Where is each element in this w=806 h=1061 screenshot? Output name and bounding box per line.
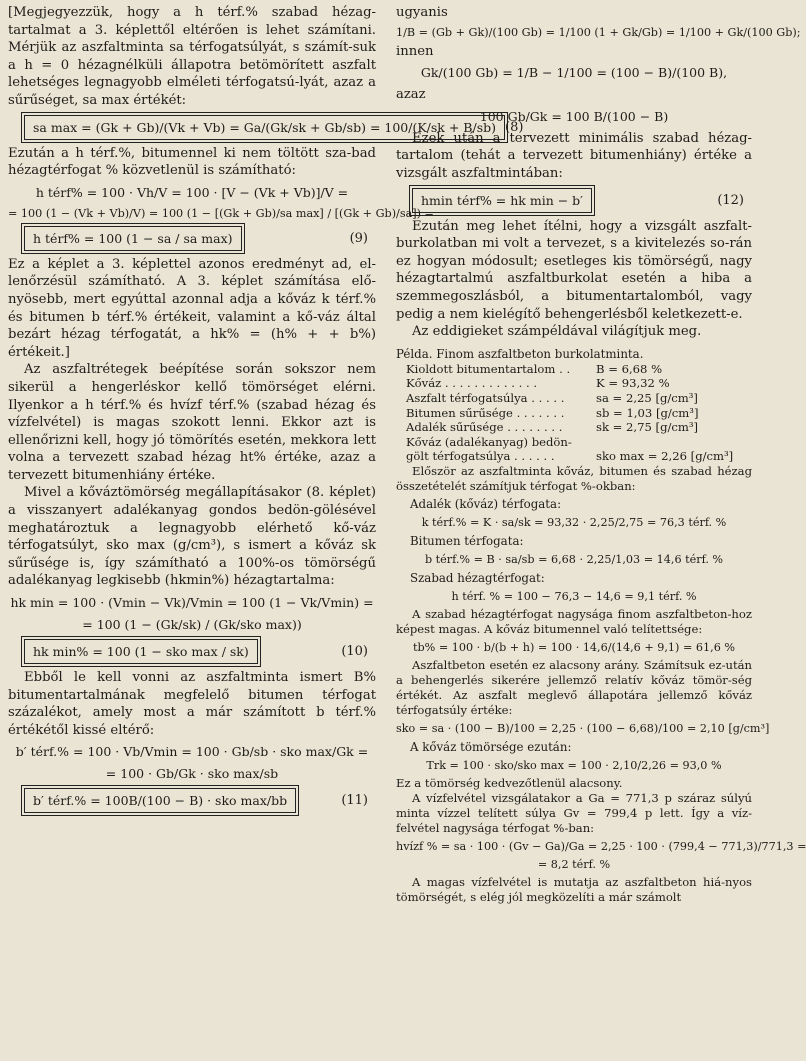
paragraph: Az eddigieket számpéldával világítjuk meg.	[412, 324, 702, 340]
data-row	[406, 406, 752, 421]
data-row	[406, 449, 752, 464]
paragraph: Ez a képlet a 3. képlettel azonos eredményt ad, el-lenőrzésül számítható. A 3. képlet számítása elő-nyösebb, mert egyúttal azonnal adja a kőváz k térf.% és bitumen b térf.% értékeit, valamint a kő-váz által bezárt hézag térfogatát, a hk% = (h% + + b%) értékeit.]	[8, 256, 376, 360]
data-label: Adalék sűrűsége . . . . . . . .	[406, 420, 563, 435]
equation: 1/B = (Gb + Gk)/(100 Gb) = 1/100 (1 + Gk/Gb) = 1/100 + Gk/(100 Gb);	[396, 25, 801, 39]
paragraph: A szabad hézagtérfogat nagysága finom aszfaltbeton-hoz képest magas. A kőváz bitumennel való telítettsége:	[396, 606, 752, 636]
data-label: Kőváz . . . . . . . . . . . . .	[406, 376, 538, 391]
equation-10: hk min% = 100 (1 − sko max / sk)	[24, 639, 258, 664]
data-row	[406, 420, 752, 435]
paragraph: Ezután meg lehet ítélni, hogy a vizsgált aszfalt-burkolatban mi volt a tervezet, s a kivitelezés so-rán ez hogyan módosult; esetleges kis tömörségű, nagy hézagtartalmú aszfaltburkolat esetén a hiba a szemmegoszlásból, a bitumentartalomból, vagy pedig a nem kielégítő behengerlésből keletkezett-e.	[396, 218, 752, 322]
paragraph: A magas vízfelvétel is mutatja az aszfaltbeton hiá-nyos tömörségét, s elég jól megközelíti a már számolt	[396, 874, 752, 904]
equation-number: (10)	[341, 644, 368, 660]
example-title: Példa. Finom aszfaltbeton burkolatminta.	[396, 346, 644, 361]
data-value: sa = 2,25 [g/cm³]	[596, 390, 698, 405]
equation-10-row	[8, 639, 376, 664]
equation-9-row	[8, 226, 376, 251]
equation-12-row	[396, 188, 752, 213]
equation: b térf.% = B · sa/sb = 6,68 · 2,25/1,03 = 14,6 térf. %	[424, 552, 724, 566]
data-label: Aszfalt térfogatsúlya . . . . .	[406, 390, 565, 405]
equation: tb% = 100 · b/(b + h) = 100 · 14,6/(14,6 + 9,1) = 61,6 %	[413, 640, 735, 654]
example-data-table	[406, 362, 752, 464]
data-value: sk = 2,75 [g/cm³]	[596, 420, 699, 435]
equation-number: (9)	[349, 230, 368, 246]
data-row	[406, 362, 752, 377]
equation-8-row	[8, 115, 524, 140]
equation-11-row	[8, 788, 376, 813]
equation-12: hmin térf% = hk min − b′	[412, 188, 592, 213]
data-row	[406, 435, 752, 450]
paragraph: Mivel a kőváztömörség megállapításakor (8. képlet) a visszanyert adalékanyag gondos bedön-gölésével meghatároztuk a legnagyobb elérhető kő-váz térfogatsúlyt, sko max (g/cm³), s ismert a kőváz sk sűrűsége is, így számítható a 100%-os tömörségű adalékanyag legkisebb (hkmin%) hézagtartalma:	[8, 485, 376, 589]
paragraph: Először az aszfaltminta kőváz, bitumen és szabad hézag összetételét számítjuk térfogat %-okban:	[396, 463, 752, 493]
equation: h térf% = 100 · Vh/V = 100 · [V − (Vk + Vb)]/V =	[35, 184, 349, 200]
paragraph: Ezek után a tervezett minimális szabad hézag-tartalom (tehát a tervezett bitumenhiány) értéke a vizsgált aszfaltmintában:	[396, 130, 752, 181]
equation: = 8,2 térf. %	[537, 857, 611, 871]
equation-9: h térf% = 100 (1 − sa / sa max)	[24, 226, 242, 251]
equation: = 100 (1 − (Gk/sk) / (Gk/sko max))	[82, 617, 302, 633]
equation-8: sa max = (Gk + Gb)/(Vk + Vb) = Ga/(Gk/sk + Gb/sb) = 100/(K/sk + B/sb)	[24, 115, 505, 140]
subheading: Adalék (kőváz) térfogata:	[410, 496, 562, 511]
data-value: K = 93,32 %	[596, 376, 670, 391]
paragraph: A vízfelvétel vizsgálatakor a Ga = 771,3 p száraz súlyú minta vízzel telített súlya Gv = 799,4 p lett. Így a víz-felvétel nagysága térfogat %-ban:	[396, 790, 752, 835]
equation: = 100 · Gb/Gk · sko max/sb	[105, 766, 279, 782]
data-value: sko max = 2,26 [g/cm³]	[596, 449, 734, 464]
equation-number: (8)	[505, 119, 524, 135]
equation: h térf. % = 100 − 76,3 − 14,6 = 9,1 térf. %	[451, 589, 697, 603]
data-value	[596, 435, 746, 450]
paragraph: Ezután a h térf.%, bitumennel ki nem töltött sza-bad hézagtérfogat % közvetlenül is számítható:	[8, 145, 376, 179]
equation: b′ térf.% = 100 · Vb/Vmin = 100 · Gb/sb · sko max/Gk =	[15, 744, 369, 760]
equation: hvízf % = sa · 100 · (Gv − Ga)/Ga = 2,25 · 100 · (799,4 − 771,3)/771,3 =	[396, 839, 806, 853]
data-value: sb = 1,03 [g/cm³]	[596, 405, 699, 420]
data-label: Kioldott bitumentartalom . .	[406, 361, 571, 376]
data-label: gölt térfogatsúlya . . . . . .	[406, 449, 555, 464]
equation: hk min = 100 · (Vmin − Vk)/Vmin = 100 (1 − Vk/Vmin) =	[10, 595, 374, 611]
paragraph: Ebből le kell vonni az aszfaltminta ismert B% bitumentartalmának megfelelő bitumen térfogat százalékot, amely most a már számított b térf.% értékétől kissé eltérő:	[8, 670, 376, 738]
paragraph: Az aszfaltrétegek beépítése során sokszor nem sikerül a hengerléskor kellő tömörséget elérni. Ilyenkor a h térf.% és hvízf térf.% (szabad hézag és vízfelvétel) is magas szokott lenni. Ekkor azt is ellenőrizni kell, hogy jó tömörítés esetén, mekkora lett volna a tervezett szabad hézag ht% értéke, azaz a tervezett bitumenhiány értéke.	[8, 362, 376, 483]
subheading: Bitumen térfogata:	[410, 533, 524, 548]
paragraph: Aszfaltbeton esetén ez alacsony arány. Számítsuk ez-után a behengerlés sikerére jellemző relatív kőváz tömör-ség értékét. Az aszfalt meglevő állapotára jellemző kőváz térfogatsúly értéke:	[396, 657, 752, 717]
paragraph: Ez a tömörség kedvezőtlenül alacsony.	[396, 775, 623, 790]
paragraph: [Megjegyezzük, hogy a h térf.% szabad hézag-tartalmat a 3. képlettől eltérően is lehet számítani. Mérjük az aszfaltminta sa térfogatsúlyát, s számít-suk a h = 0 hézagnélküli állapotra betömörített aszfalt lehetséges legnagyobb elméleti térfogatsú-lyát, azaz a sűrűséget, sa max értékét:	[8, 5, 376, 108]
equation: Trk = 100 · sko/sko max = 100 · 2,10/2,26 = 93,0 %	[426, 758, 722, 772]
equation-number: (12)	[717, 192, 744, 208]
data-row	[406, 391, 752, 406]
subheading: A kőváz tömörsége ezután:	[410, 739, 572, 754]
paragraph: ugyanis	[396, 5, 448, 20]
data-label: Bitumen sűrűsége . . . . . . .	[406, 405, 565, 420]
equation: Gk/(100 Gb) = 1/B − 1/100 = (100 − B)/(100 B),	[420, 65, 728, 81]
data-label: Kőváz (adalékanyag) bedön-	[406, 434, 572, 449]
equation-11: b′ térf.% = 100B/(100 − B) · sko max/bb	[24, 788, 296, 813]
equation: sko = sa · (100 − B)/100 = 2,25 · (100 − 6,68)/100 = 2,10 [g/cm³]	[396, 721, 770, 735]
equation: k térf.% = K · sa/sk = 93,32 · 2,25/2,75 = 76,3 térf. %	[421, 515, 727, 529]
subheading: Szabad hézagtérfogat:	[410, 570, 545, 585]
paragraph: innen	[396, 43, 434, 59]
data-row	[406, 376, 752, 391]
data-value: B = 6,68 %	[596, 361, 663, 376]
equation: = 100 (1 − (Vk + Vb)/V) = 100 (1 − [(Gk + Gb)/sa max] / [(Gk + Gb)/sa]) =	[8, 206, 434, 220]
right-column	[396, 4, 806, 905]
paragraph: azaz	[396, 87, 426, 103]
equation-number: (11)	[341, 793, 368, 809]
equation: 100 Gb/Gk = 100 B/(100 − B)	[479, 108, 669, 124]
